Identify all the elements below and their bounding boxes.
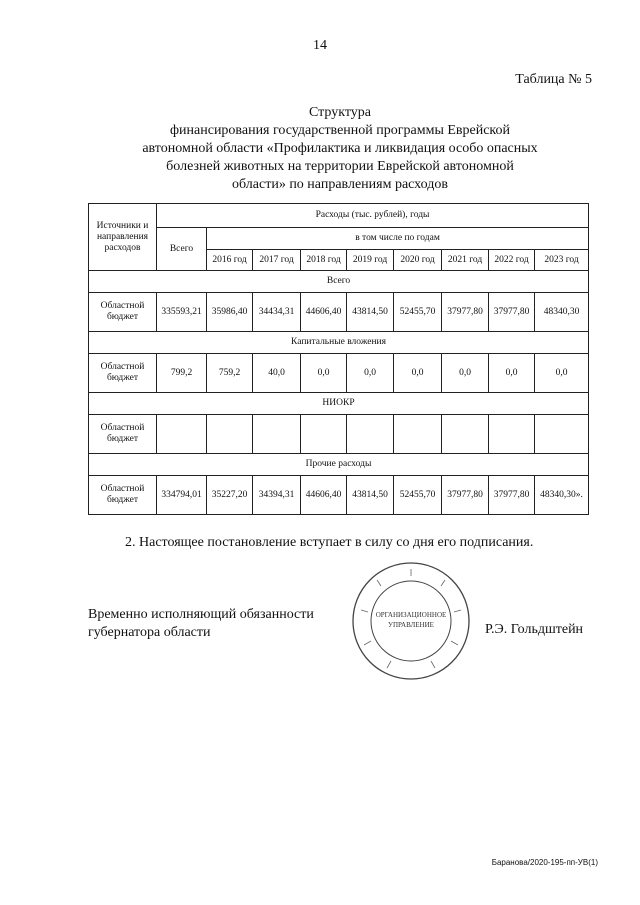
cell-year-value: 43814,50 [347,293,394,332]
cell-year-value: 37977,80 [489,476,535,515]
cell-total [157,415,207,454]
header-year: 2023 год [535,250,589,271]
cell-year-value: 35227,20 [207,476,253,515]
cell-year-value: 48340,30». [535,476,589,515]
seal-line-2: УПРАВЛЕНИЕ [388,621,434,629]
cell-year-value: 37977,80 [442,476,489,515]
header-expenses: Расходы (тыс. рублей), годы [157,204,589,228]
cell-year-value: 34434,31 [253,293,301,332]
header-by-years: в том числе по годам [207,228,589,250]
signatory-name: Р.Э. Гольдштейн [485,622,584,637]
cell-year-value: 48340,30 [535,293,589,332]
signatory-line: губернатора области [88,625,211,640]
header-year: 2016 год [207,250,253,271]
cell-year-value: 40,0 [253,354,301,393]
table-row [89,293,589,332]
cell-year-value [394,415,442,454]
cell-year-value: 0,0 [347,354,394,393]
header-year: 2021 год [442,250,489,271]
cell-year-value [301,415,347,454]
document-title [120,104,560,194]
header-year: 2017 год [253,250,301,271]
cell-year-value [535,415,589,454]
footer-code: Баранова/2020-195-пп-УВ(1) [491,858,598,867]
seal-line-1: ОРГАНИЗАЦИОННОЕ [375,611,447,619]
cell-year-value [253,415,301,454]
row-label: Областной бюджет [89,293,157,332]
official-seal [350,560,472,682]
table-row [89,354,589,393]
cell-year-value [442,415,489,454]
cell-year-value: 0,0 [442,354,489,393]
signatory-line: Временно исполняющий обязанности [88,607,314,622]
header-source: Источники и направления расходов [89,204,157,271]
row-label: Областной бюджет [89,415,157,454]
title-line: Структура [308,105,372,120]
row-label: Областной бюджет [89,354,157,393]
section-title: Прочие расходы [89,454,589,476]
header-year: 2022 год [489,250,535,271]
cell-year-value: 52455,70 [394,293,442,332]
cell-year-value: 0,0 [301,354,347,393]
header-year: 2019 год [347,250,394,271]
title-line: болезней животных на территории Еврейской автономной [166,159,514,174]
cell-year-value [207,415,253,454]
title-line: автономной области «Профилактика и ликвидация особо опасных [142,141,538,156]
cell-total: 335593,21 [157,293,207,332]
cell-year-value: 44606,40 [301,293,347,332]
cell-year-value: 0,0 [535,354,589,393]
cell-year-value [489,415,535,454]
cell-year-value [347,415,394,454]
title-line: области» по направлениям расходов [232,177,448,192]
row-label: Областной бюджет [89,476,157,515]
cell-year-value: 0,0 [394,354,442,393]
table-row [89,476,589,515]
cell-year-value: 34394,31 [253,476,301,515]
cell-year-value: 759,2 [207,354,253,393]
financing-table [88,203,589,515]
clause-text: 2. Настоящее постановление вступает в силу со дня его подписания. [125,535,534,550]
title-line: финансирования государственной программы Еврейской [169,123,511,138]
cell-total: 799,2 [157,354,207,393]
cell-year-value: 44606,40 [301,476,347,515]
cell-year-value: 37977,80 [442,293,489,332]
cell-year-value: 52455,70 [394,476,442,515]
section-title: Капитальные вложения [89,332,589,354]
header-year: 2020 год [394,250,442,271]
table-label: Таблица № 5 [515,72,592,87]
cell-year-value: 35986,40 [207,293,253,332]
header-total: Всего [157,228,207,271]
section-title: Всего [89,271,589,293]
cell-year-value: 0,0 [489,354,535,393]
page-number: 14 [313,38,327,53]
cell-year-value: 43814,50 [347,476,394,515]
cell-year-value: 37977,80 [489,293,535,332]
cell-total: 334794,01 [157,476,207,515]
table-row [89,415,589,454]
header-year: 2018 год [301,250,347,271]
section-title: НИОКР [89,393,589,415]
signatory-position [88,606,314,642]
